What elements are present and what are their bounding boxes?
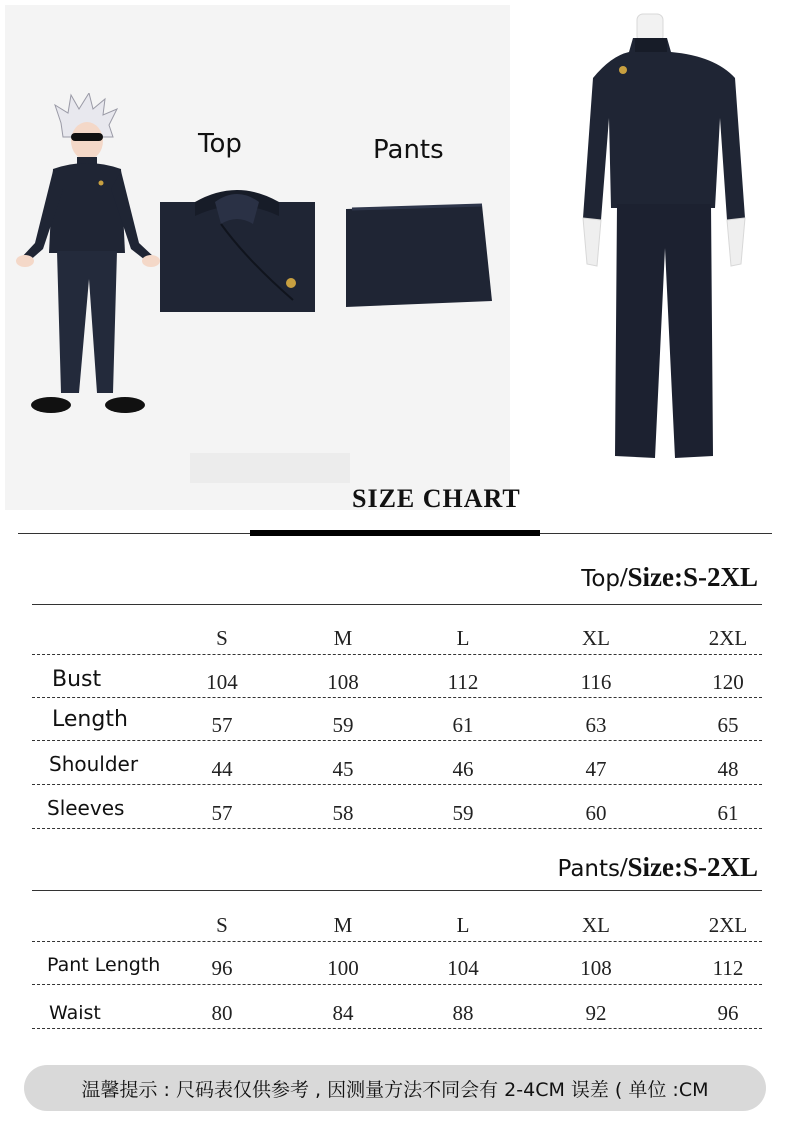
row-divider	[32, 1028, 762, 1029]
top-table-title	[581, 562, 758, 593]
row-label-bust: Bust	[52, 667, 102, 692]
table-cell: 92	[585, 1001, 607, 1025]
folded-top-photo	[155, 180, 320, 315]
row-label-pant-length: Pant Length	[47, 954, 161, 976]
row-label-shoulder: Shoulder	[49, 752, 139, 776]
row-divider	[32, 784, 762, 785]
table-cell: 108	[327, 670, 359, 694]
row-label-sleeves: Sleeves	[47, 796, 125, 820]
pants-table-title-range: /Size:S-2XL	[620, 852, 758, 882]
table-cell: 59	[452, 801, 474, 825]
table-cell: 59	[332, 713, 354, 737]
table-cell: 88	[452, 1001, 474, 1025]
table-cell: 104	[206, 670, 238, 694]
table-cell: 80	[211, 1001, 233, 1025]
table-cell: 58	[332, 801, 354, 825]
pants-size-header: L	[456, 913, 470, 937]
mannequin-photo	[575, 8, 760, 468]
pants-table-title	[557, 852, 758, 883]
top-size-header: S	[216, 626, 228, 650]
row-divider	[32, 828, 762, 829]
table-cell: 46	[452, 757, 474, 781]
title-rule-thick	[250, 530, 540, 536]
table-cell: 112	[447, 670, 479, 694]
pants-size-header: M	[333, 913, 353, 937]
top-table-rule	[32, 604, 762, 605]
measurement-note	[24, 1065, 766, 1111]
table-cell: 65	[717, 713, 739, 737]
table-cell: 96	[211, 956, 233, 980]
panel-shadow	[190, 453, 350, 483]
table-cell: 61	[717, 801, 739, 825]
table-cell: 57	[211, 801, 233, 825]
product-photo-panel	[5, 5, 510, 510]
top-size-header: L	[456, 626, 470, 650]
table-cell: 84	[332, 1001, 354, 1025]
pants-size-header: 2XL	[708, 913, 748, 937]
character-illustration	[13, 93, 163, 423]
row-label-length: Length	[52, 707, 128, 732]
table-cell: 48	[717, 757, 739, 781]
table-cell: 44	[211, 757, 233, 781]
table-cell: 104	[447, 956, 479, 980]
pants-table-title-label: Pants	[557, 856, 620, 882]
top-table-title-label: Top	[581, 566, 620, 592]
table-cell: 57	[211, 713, 233, 737]
size-chart-title: SIZE CHART	[352, 484, 521, 513]
row-divider	[32, 941, 762, 942]
pants-size-header: XL	[582, 913, 610, 937]
measurement-note-text: 温馨提示 : 尺码表仅供参考 , 因测量方法不同会有 2-4CM 误差 ( 单位 :CM	[81, 1078, 709, 1101]
pants-label: Pants	[373, 135, 444, 165]
table-cell: 45	[332, 757, 354, 781]
pants-table-rule	[32, 890, 762, 891]
table-cell: 112	[712, 956, 744, 980]
table-cell: 61	[452, 713, 474, 737]
table-cell: 60	[585, 801, 607, 825]
top-size-header: M	[333, 626, 353, 650]
table-cell: 108	[580, 956, 612, 980]
row-divider	[32, 697, 762, 698]
folded-pants-photo	[342, 203, 497, 311]
table-cell: 63	[585, 713, 607, 737]
table-cell: 116	[580, 670, 612, 694]
row-label-waist: Waist	[49, 1002, 101, 1024]
row-divider	[32, 984, 762, 985]
table-cell: 96	[717, 1001, 739, 1025]
table-cell: 120	[712, 670, 744, 694]
top-table-title-range: /Size:S-2XL	[620, 562, 758, 592]
top-label: Top	[198, 129, 242, 159]
row-divider	[32, 740, 762, 741]
table-cell: 100	[327, 956, 359, 980]
pants-size-header: S	[216, 913, 228, 937]
top-size-header: XL	[582, 626, 610, 650]
row-divider	[32, 654, 762, 655]
top-size-header: 2XL	[708, 626, 748, 650]
table-cell: 47	[585, 757, 607, 781]
